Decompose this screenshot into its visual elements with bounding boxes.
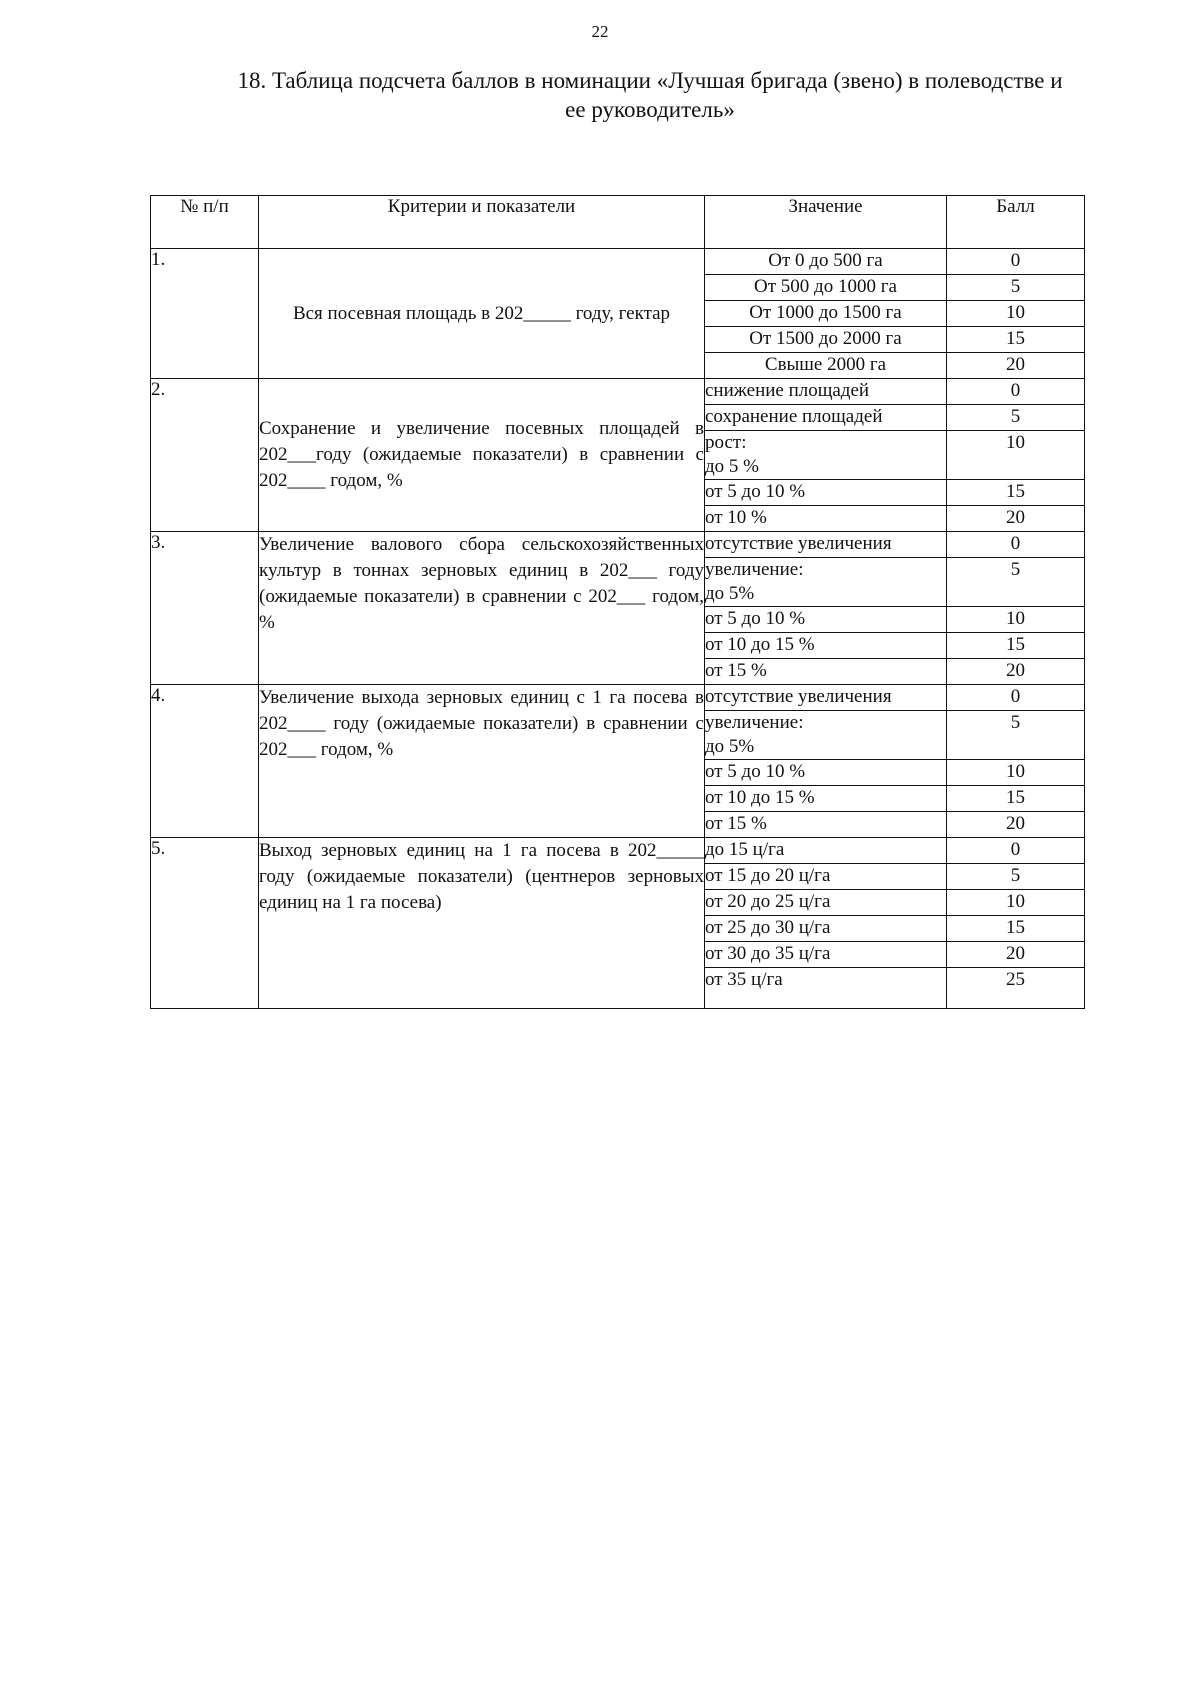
value-cell-text: от 5 до 10 % [705, 481, 806, 502]
value-cell-text: от 5 до 10 % [705, 761, 806, 782]
points-cell: 0 [947, 249, 1085, 275]
criteria-cell: Выход зерновых единиц на 1 га посева в 202_____ году (ожидаемые показатели) (центнеров зерновых единиц на 1 га посева) [259, 838, 705, 1009]
criteria-cell: Вся посевная площадь в 202_____ году, гектар [259, 249, 705, 379]
value-cell [705, 405, 947, 431]
value-cell [705, 327, 947, 353]
value-cell [705, 838, 947, 864]
points-cell: 10 [947, 607, 1085, 633]
points-cell: 20 [947, 353, 1085, 379]
points-cell: 15 [947, 916, 1085, 942]
value-cell [705, 353, 947, 379]
value-cell-text: отсутствие увеличения [705, 686, 892, 707]
value-cell [705, 786, 947, 812]
value-cell [705, 379, 947, 405]
value-cell [705, 968, 947, 1009]
points-cell: 0 [947, 379, 1085, 405]
points-cell: 20 [947, 812, 1085, 838]
points-cell: 15 [947, 633, 1085, 659]
value-cell [705, 916, 947, 942]
points-cell: 15 [947, 327, 1085, 353]
value-cell-text: от 15 до 20 ц/га [705, 865, 831, 886]
value-cell-text: от 35 ц/га [705, 969, 783, 990]
table-row [151, 249, 1085, 275]
value-cell-text: от 5 до 10 % [705, 608, 806, 629]
points-cell: 20 [947, 942, 1085, 968]
row-number: 4. [151, 685, 259, 838]
points-cell: 15 [947, 786, 1085, 812]
value-cell-text: от 30 до 35 ц/га [705, 943, 831, 964]
value-cell [705, 301, 947, 327]
value-cell-text: до 15 ц/га [705, 839, 785, 860]
value-cell-text: сохранение площадей [705, 406, 883, 427]
points-cell: 15 [947, 480, 1085, 506]
row-number: 1. [151, 249, 259, 379]
value-cell-text: Свыше 2000 га [764, 354, 887, 375]
score-table [150, 195, 1085, 1009]
points-cell: 0 [947, 838, 1085, 864]
value-cell [705, 506, 947, 532]
points-cell: 5 [947, 405, 1085, 431]
value-cell [705, 942, 947, 968]
value-cell-text: от 20 до 25 ц/га [705, 891, 831, 912]
value-cell [705, 633, 947, 659]
points-cell: 10 [947, 890, 1085, 916]
value-cell-text: от 10 % [705, 507, 767, 528]
value-cell [705, 275, 947, 301]
row-number: 3. [151, 532, 259, 685]
points-cell: 0 [947, 685, 1085, 711]
value-cell-text: от 15 % [705, 660, 767, 681]
value-cell [705, 685, 947, 711]
value-cell [705, 431, 947, 480]
value-cell-text: до 5 % [705, 456, 759, 477]
value-cell-text: отсутствие увеличения [705, 533, 892, 554]
value-cell [705, 760, 947, 786]
table-row [151, 532, 1085, 558]
points-cell: 0 [947, 532, 1085, 558]
value-cell [705, 890, 947, 916]
page-title: 18. Таблица подсчета баллов в номинации «Лучшая бригада (звено) в полеводстве и ее руководитель» [237, 68, 1063, 122]
points-cell: 5 [947, 711, 1085, 760]
table-row [151, 379, 1085, 405]
criteria-cell: Увеличение выхода зерновых единиц с 1 га посева в 202____ году (ожидаемые показатели) в сравнении с 202___ годом, % [259, 685, 705, 838]
header-criteria: Критерии и показатели [259, 196, 705, 249]
points-cell: 10 [947, 760, 1085, 786]
value-cell [705, 659, 947, 685]
points-cell: 5 [947, 275, 1085, 301]
value-cell [705, 607, 947, 633]
criteria-cell: Увеличение валового сбора сельскохозяйственных культур в тоннах зерновых единиц в 202___ году (ожидаемые показатели) в сравнении с 202___ годом, % [259, 532, 705, 685]
value-cell-text: От 1500 до 2000 га [749, 328, 902, 349]
value-cell-text: от 10 до 15 % [705, 634, 815, 655]
value-cell-text: от 25 до 30 ц/га [705, 917, 831, 938]
points-cell: 20 [947, 659, 1085, 685]
value-cell [705, 532, 947, 558]
value-cell [705, 558, 947, 607]
value-cell-text: от 10 до 15 % [705, 787, 815, 808]
table-row [151, 838, 1085, 864]
criteria-cell: Сохранение и увеличение посевных площадей в 202___году (ожидаемые показатели) в сравнении с 202____ годом, % [259, 379, 705, 532]
value-cell-text: до 5% [705, 736, 755, 757]
points-cell: 25 [947, 968, 1085, 1009]
value-cell-text: до 5% [705, 583, 755, 604]
table-body [151, 249, 1085, 1009]
value-cell-text: От 1000 до 1500 га [749, 302, 902, 323]
row-number: 5. [151, 838, 259, 1009]
header-points: Балл [947, 196, 1085, 249]
value-cell [705, 864, 947, 890]
value-cell [705, 711, 947, 760]
row-number: 2. [151, 379, 259, 532]
value-cell-text: от 15 % [705, 813, 767, 834]
points-cell: 10 [947, 301, 1085, 327]
value-cell-text: снижение площадей [705, 380, 870, 401]
value-cell [705, 249, 947, 275]
points-cell: 5 [947, 864, 1085, 890]
value-cell-text: От 500 до 1000 га [754, 276, 897, 297]
table-header-row [151, 196, 1085, 249]
value-cell [705, 812, 947, 838]
points-cell: 5 [947, 558, 1085, 607]
value-cell-heading: увеличение: [705, 712, 804, 733]
header-value: Значение [705, 196, 947, 249]
value-cell-heading: увеличение: [705, 559, 804, 580]
value-cell [705, 480, 947, 506]
page-number: 22 [591, 22, 609, 41]
value-cell-text: От 0 до 500 га [768, 250, 883, 271]
points-cell: 20 [947, 506, 1085, 532]
table-row [151, 685, 1085, 711]
value-cell-heading: рост: [705, 432, 747, 453]
header-number: № п/п [151, 196, 259, 249]
points-cell: 10 [947, 431, 1085, 480]
